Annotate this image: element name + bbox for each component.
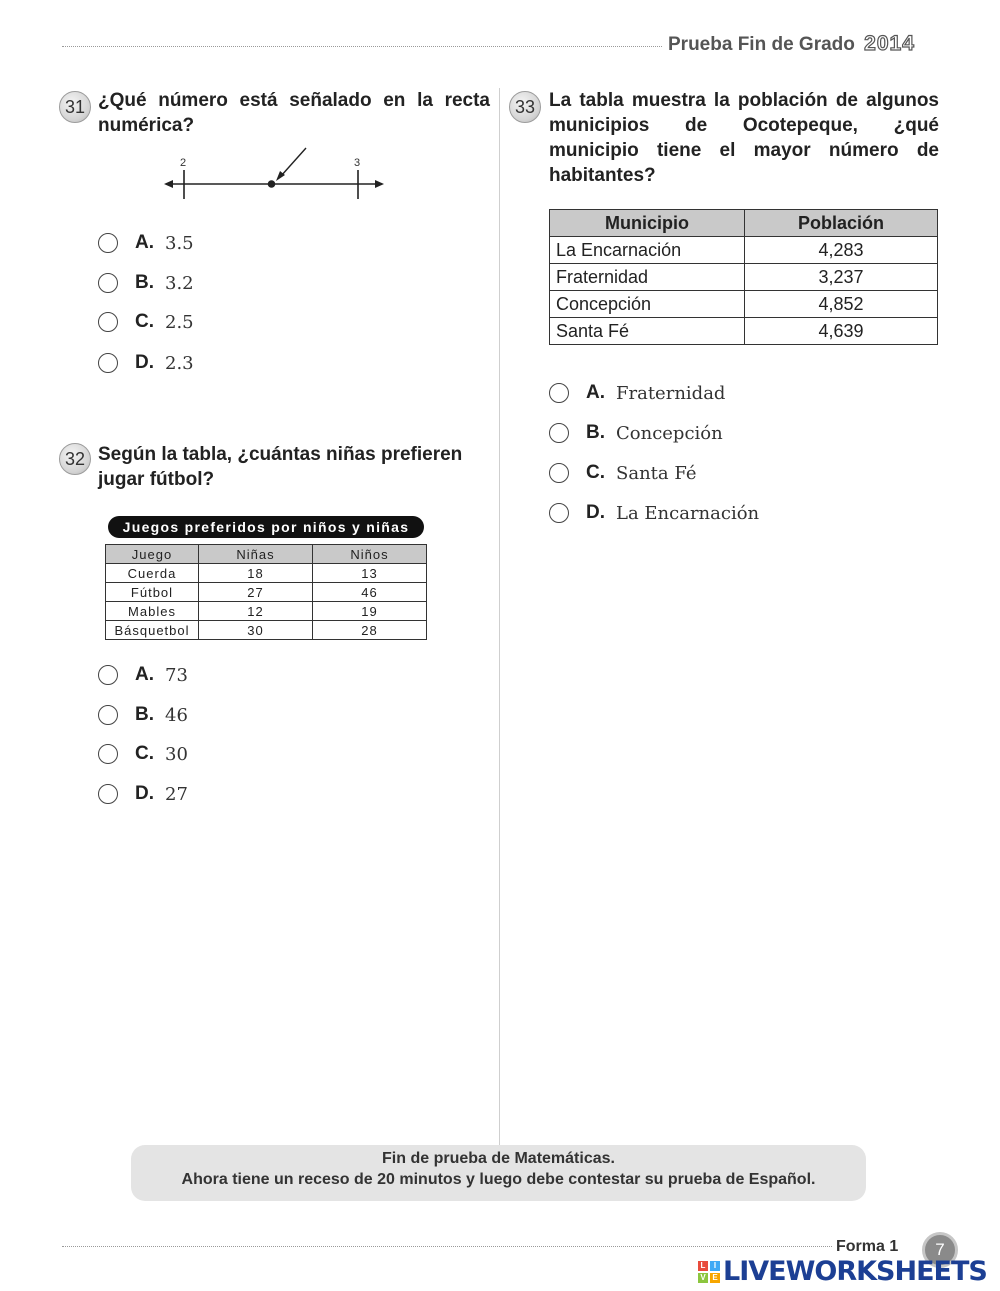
logo-letter: I — [710, 1261, 720, 1271]
q31-option-d[interactable] — [98, 349, 194, 377]
option-letter: C. — [586, 462, 605, 483]
table-cell: Concepción — [550, 291, 745, 318]
option-text: Santa Fé — [616, 462, 697, 484]
radio-icon[interactable] — [98, 665, 118, 685]
page-number: 7 — [922, 1232, 958, 1268]
table-cell: 4,283 — [745, 237, 938, 264]
population-table — [549, 209, 938, 345]
question-32-text: Según la tabla, ¿cuántas niñas prefieren jugar fútbol? — [98, 444, 463, 490]
table-cell: La Encarnación — [550, 237, 745, 264]
radio-icon[interactable] — [549, 383, 569, 403]
radio-icon[interactable] — [98, 312, 118, 332]
q32-option-d[interactable] — [98, 780, 188, 808]
radio-icon[interactable] — [98, 784, 118, 804]
question-31-text: ¿Qué número está señalado en la recta numérica? — [98, 90, 490, 136]
q31-option-c[interactable] — [98, 308, 194, 336]
option-text: 27 — [165, 783, 188, 805]
option-text: 46 — [165, 704, 188, 726]
radio-icon[interactable] — [98, 744, 118, 764]
number-line-point — [268, 180, 276, 188]
option-letter: C. — [135, 743, 154, 764]
table-row — [106, 621, 427, 640]
logo-letter: L — [698, 1261, 708, 1271]
radio-icon[interactable] — [549, 463, 569, 483]
column-divider — [499, 88, 500, 1146]
tick-label-3: 3 — [354, 157, 361, 169]
table-header: Niños — [313, 545, 427, 564]
q32-option-c[interactable] — [98, 740, 188, 768]
table-cell: 28 — [313, 621, 427, 640]
header-title-text: Prueba Fin de Grado — [668, 34, 855, 55]
table-row — [550, 237, 938, 264]
number-line-left-arrow — [164, 180, 173, 188]
header-year: 2014 — [864, 32, 915, 55]
table-cell: 46 — [313, 583, 427, 602]
option-letter: C. — [135, 311, 154, 332]
games-table-title: Juegos preferidos por niños y niñas — [108, 516, 424, 538]
table-cell: 19 — [313, 602, 427, 621]
footer-rule — [62, 1246, 832, 1247]
header-rule — [62, 46, 662, 47]
option-letter: A. — [135, 232, 154, 253]
table-header: Población — [745, 210, 938, 237]
table-cell: 30 — [199, 621, 313, 640]
liveworksheets-logo[interactable] — [698, 1256, 987, 1287]
table-row — [550, 291, 938, 318]
table-cell: 3,237 — [745, 264, 938, 291]
table-header: Juego — [106, 545, 199, 564]
option-letter: B. — [586, 422, 605, 443]
table-header: Niñas — [199, 545, 313, 564]
table-row — [550, 318, 938, 345]
logo-letter: V — [698, 1273, 708, 1283]
liveworksheets-wordmark: LIVEWORKSHEETS — [723, 1256, 987, 1287]
q31-option-a[interactable] — [98, 229, 194, 257]
option-letter: D. — [135, 783, 154, 804]
option-text: 73 — [165, 664, 188, 686]
table-cell: 4,639 — [745, 318, 938, 345]
q32-option-b[interactable] — [98, 701, 188, 729]
question-31-number: 31 — [59, 91, 91, 123]
table-row — [550, 264, 938, 291]
option-text: Concepción — [616, 422, 723, 444]
number-line-right-arrow — [375, 180, 384, 188]
radio-icon[interactable] — [98, 353, 118, 373]
option-text: 3.5 — [165, 232, 194, 254]
q33-option-b[interactable] — [549, 419, 723, 447]
liveworksheets-icon — [698, 1261, 720, 1283]
option-text: 2.3 — [165, 352, 194, 374]
logo-letter: E — [710, 1273, 720, 1283]
end-of-test-notice — [131, 1145, 866, 1201]
end-notice-line-2: Ahora tiene un receso de 20 minutos y luego debe contestar su prueba de Español. — [181, 1171, 816, 1188]
radio-icon[interactable] — [98, 273, 118, 293]
question-32-number: 32 — [59, 443, 91, 475]
table-cell: Fútbol — [106, 583, 199, 602]
table-cell: 13 — [313, 564, 427, 583]
question-33-text: La tabla muestra la población de algunos municipios de Ocotepeque, ¿qué municipio tiene el mayor número de habitantes? — [549, 90, 939, 186]
games-table — [105, 544, 427, 640]
table-cell: 12 — [199, 602, 313, 621]
tick-label-2: 2 — [180, 157, 187, 169]
option-text: 3.2 — [165, 272, 194, 294]
radio-icon[interactable] — [98, 705, 118, 725]
table-header: Municipio — [550, 210, 745, 237]
table-cell: Mables — [106, 602, 199, 621]
option-letter: B. — [135, 272, 154, 293]
option-letter: A. — [135, 664, 154, 685]
table-cell: Santa Fé — [550, 318, 745, 345]
option-text: Fraternidad — [616, 382, 726, 404]
radio-icon[interactable] — [549, 503, 569, 523]
option-text: La Encarnación — [616, 502, 760, 524]
pointer-arrow-shaft — [281, 148, 306, 176]
q32-option-a[interactable] — [98, 661, 188, 689]
question-33-number: 33 — [509, 91, 541, 123]
radio-icon[interactable] — [549, 423, 569, 443]
table-row — [106, 564, 427, 583]
table-cell: Fraternidad — [550, 264, 745, 291]
option-text: 30 — [165, 743, 188, 765]
q33-option-d[interactable] — [549, 499, 759, 527]
table-cell: 18 — [199, 564, 313, 583]
option-text: 2.5 — [165, 311, 194, 333]
table-cell: 27 — [199, 583, 313, 602]
option-letter: D. — [135, 352, 154, 373]
form-label: Forma 1 — [836, 1238, 899, 1255]
q31-option-b[interactable] — [98, 269, 194, 297]
table-cell: Cuerda — [106, 564, 199, 583]
table-row — [106, 602, 427, 621]
q33-option-c[interactable] — [549, 459, 697, 487]
number-line — [160, 146, 390, 206]
header-title — [668, 32, 915, 56]
radio-icon[interactable] — [98, 233, 118, 253]
option-letter: A. — [586, 382, 605, 403]
table-row — [106, 583, 427, 602]
option-letter: D. — [586, 502, 605, 523]
q33-option-a[interactable] — [549, 379, 725, 407]
table-cell: 4,852 — [745, 291, 938, 318]
end-notice-line-1: Fin de prueba de Matemáticas. — [382, 1150, 615, 1167]
option-letter: B. — [135, 704, 154, 725]
table-cell: Básquetbol — [106, 621, 199, 640]
